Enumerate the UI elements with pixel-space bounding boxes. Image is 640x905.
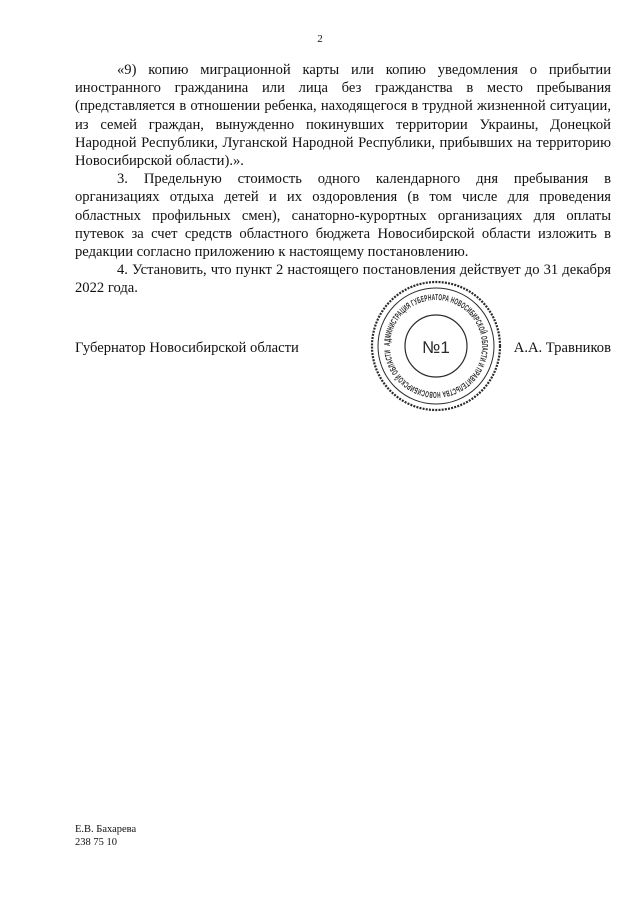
seal-ring-text: АДМИНИСТРАЦИЯ ГУБЕРНАТОРА НОВОСИБИРСКОЙ ОБЛАСТИ И ПРАВИТЕЛЬСТВА НОВОСИБИРСКОЙ ОБЛАСТИ <box>381 291 491 401</box>
executor-name: Е.В. Бахарева <box>75 824 137 835</box>
signatory-position: Губернатор Новосибирской области <box>75 340 299 356</box>
paragraph-item-3: 3. Предельную стоимость одного календарного дня пребывания в организациях отдыха детей и их оздоровления (в том числе для проведения областных профильных смен), санаторно-курортных организациях для оплаты путевок за счет средств областного бюджета Новосибирской области изложить в редакции согласно приложению к настоящему постановлению. <box>75 171 611 261</box>
page-number: 2 <box>317 33 323 45</box>
seal-center-text: №1 <box>422 338 450 357</box>
official-seal <box>368 278 504 414</box>
signatory-name: А.А. Травников <box>513 340 611 356</box>
executor-phone: 238 75 10 <box>75 837 117 848</box>
document-body <box>75 61 611 298</box>
paragraph-item-9: «9) копию миграционной карты или копию уведомления о прибытии иностранного гражданина или лица без гражданства в место пребывания (представляется в отношении ребенка, находящегося в трудной жизненной ситуации, из семей граждан, вынужденно покинувших территории Украины, Донецкой Народной Республики, Луганской Народной Республики, прибывших на территорию Новосибирской области).». <box>75 62 611 170</box>
paragraph-item-4: 4. Установить, что пункт 2 настоящего постановления действует до 31 декабря 2022 года. <box>75 262 611 297</box>
executor-info <box>75 823 136 849</box>
